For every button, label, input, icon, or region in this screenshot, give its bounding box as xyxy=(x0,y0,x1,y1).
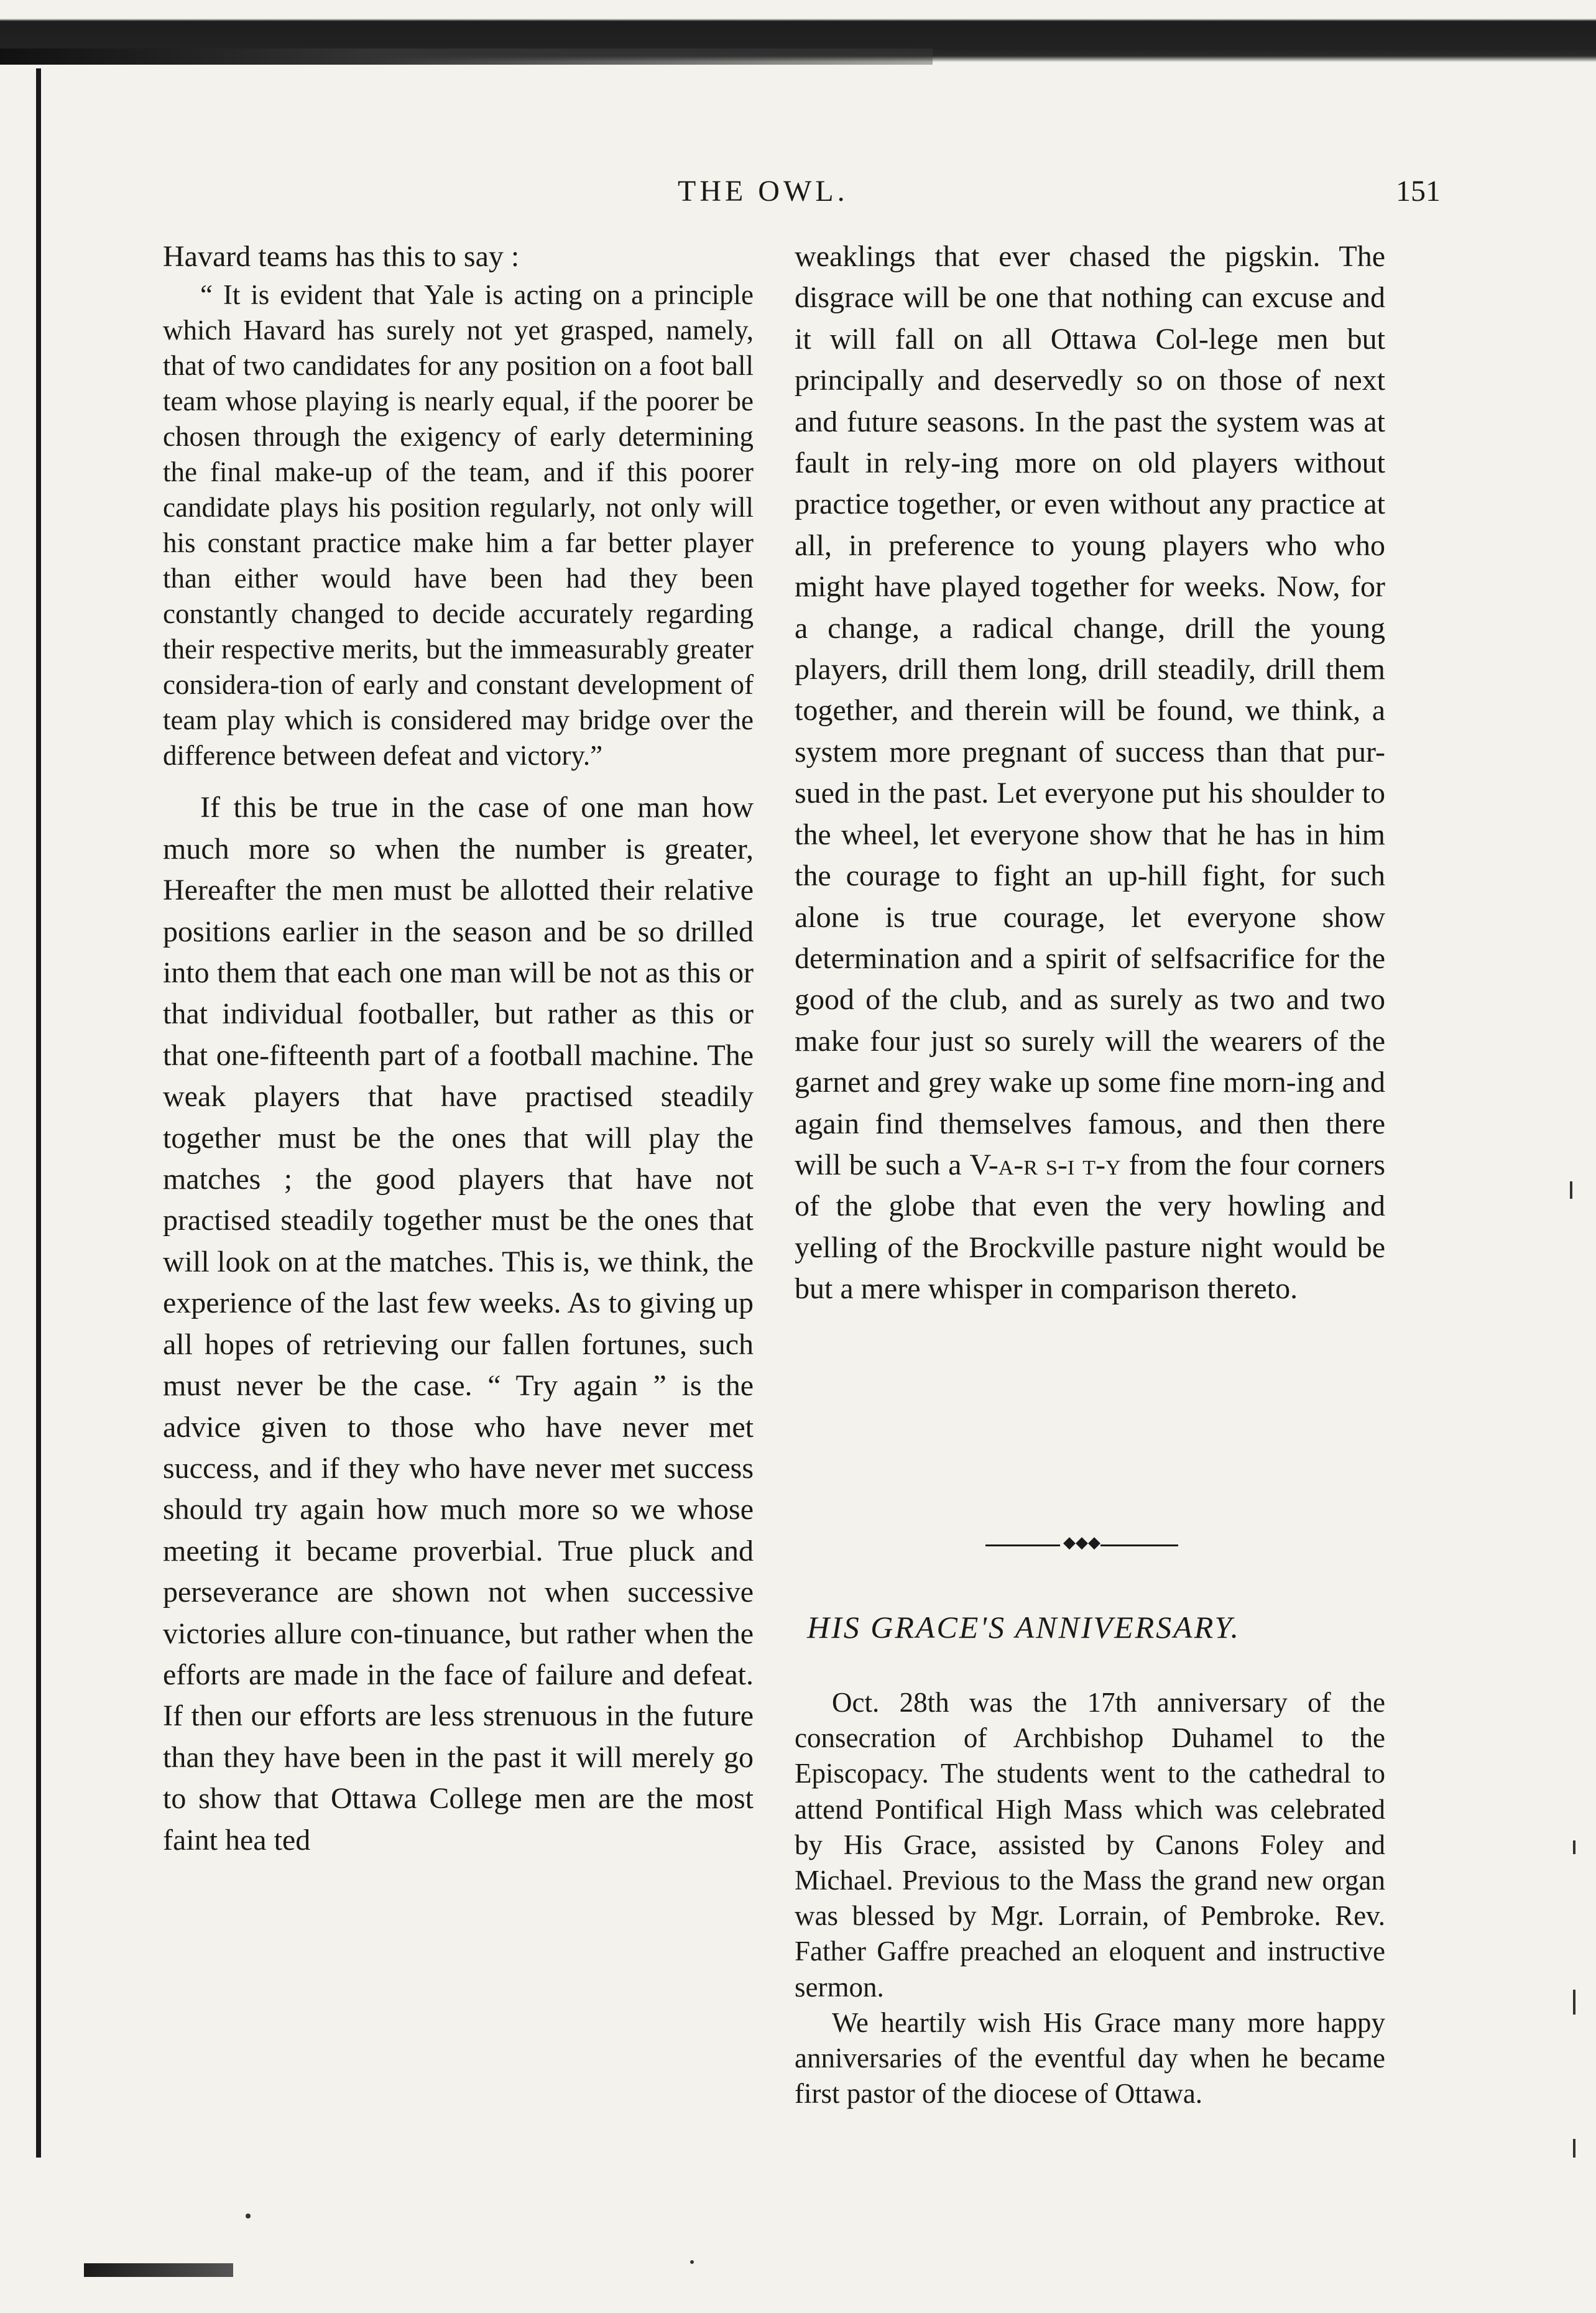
continued-text-end: from the four corners of the globe that even the very howling and yelling of the Brockville pasture night would be but a mere whisper in comparison thereto. xyxy=(795,1148,1386,1306)
closing-paragraph: We heartily wish His Grace many more happy anniversaries of the eventful day when he became first pastor of the diocese of Ottawa. xyxy=(795,2006,1385,2110)
right-column xyxy=(795,236,1385,1310)
scan-edge-bottom xyxy=(84,2263,233,2277)
intro-paragraph: Havard teams has this to say : xyxy=(163,240,520,273)
left-column xyxy=(163,236,754,1861)
quote-paragraph: “ It is evident that Yale is acting on a principle which Havard has surely not yet grasped, namely, that of two candidates for any position on a foot ball team whose playing is nearly equal, if the poorer be chosen through the exigency of early determining the final make-up of the team, and if this poorer candidate plays his position regularly, not only will his constant practice make him a far better player than either would have been had they been constantly changed to decide accurately regarding their respective merits, but the immeasurably greater considera-tion of early and constant development of team play which is considered may bridge over the difference between defeat and victory.” xyxy=(163,279,754,772)
continued-text: weaklings that ever chased the pigskin. The disgrace will be one that nothing can excuse and it will fall on all Ottawa Col-lege men but principally and deservedly so on those of next and future seasons. In the past the system was at fault in rely-ing more on old players without practice together, or even without any practice at all, in preference to young players who who might have played together for weeks. Now, for a change, a radical change, drill the young players, drill them long, drill steadily, drill them together, and therein will be found, we think, a system more pregnant of success than that pur-sued in the past. Let everyone put his shoulder to the wheel, let everyone show that he has in him the courage to fight an up-hill fight, for such alone is true courage, let everyone show determination and a spirit of selfsacrifice for the good of the club, and as surely as two and two make four just so surely will the wearers of the garnet and grey wake up some fine morn-ing and again find themselves famous, and then there will be such a xyxy=(795,240,1385,1181)
anniversary-article xyxy=(795,1685,1385,2112)
scan-speck xyxy=(246,2214,251,2218)
section-heading: HIS GRACE'S ANNIVERSARY. xyxy=(807,1610,1241,1645)
scan-speck xyxy=(1573,1990,1575,2015)
varsity-word: V-a-r s-i t-y xyxy=(969,1148,1121,1181)
page-number: 151 xyxy=(1396,175,1441,208)
running-head xyxy=(0,168,1596,224)
anniversary-paragraph: Oct. 28th was the 17th anniversary of the consecration of Archbishop Duhamel to the Episcopacy. The students went to the cathedral to attend Pontifical High Mass which was celebrated by His Grace, assisted by Canons Foley and Michael. Previous to the Mass the grand new organ was blessed by Mgr. Lorrain, of Pembroke. Rev. Father Gaffre preached an eloquent and instructive sermon. xyxy=(795,1687,1385,2003)
scan-speck xyxy=(1573,1840,1575,1854)
continued-paragraph xyxy=(795,236,1385,1310)
section-divider: ◆◆◆ xyxy=(985,1542,1178,1547)
scan-speck xyxy=(1570,1181,1572,1199)
journal-title: THE OWL. xyxy=(678,175,849,208)
scan-speck xyxy=(1573,2139,1575,2158)
scan-edge-top-shadow xyxy=(0,48,933,65)
scan-speck xyxy=(690,2260,694,2264)
body-paragraph: If this be true in the case of one man how much more so when the number is greater, Hereafter the men must be allotted their relative positions earlier in the season and be so drilled into them that each one man will be not as this or that individual footballer, but rather as this or that one-fifteenth part of a football machine. The weak players that have practised steadily together must be the ones that will play the matches ; the good players that have not practised steadily together must be the ones that will look on at the matches. This is, we think, the experience of the last few weeks. As to giving up all hopes of retrieving our fallen fortunes, such must never be the case. “ Try again ” is the advice given to those who have never met success, and if they who have never met success should try again how much more so we whose meeting it became proverbial. True pluck and perseverance are shown not when successive victories allure con-tinuance, but rather when the efforts are made in the face of failure and defeat. If then our efforts are less strenuous in the future than they have been in the past it will merely go to show that Ottawa College men are the most faint hea ted xyxy=(163,791,754,1857)
scan-edge-left xyxy=(36,68,41,2158)
